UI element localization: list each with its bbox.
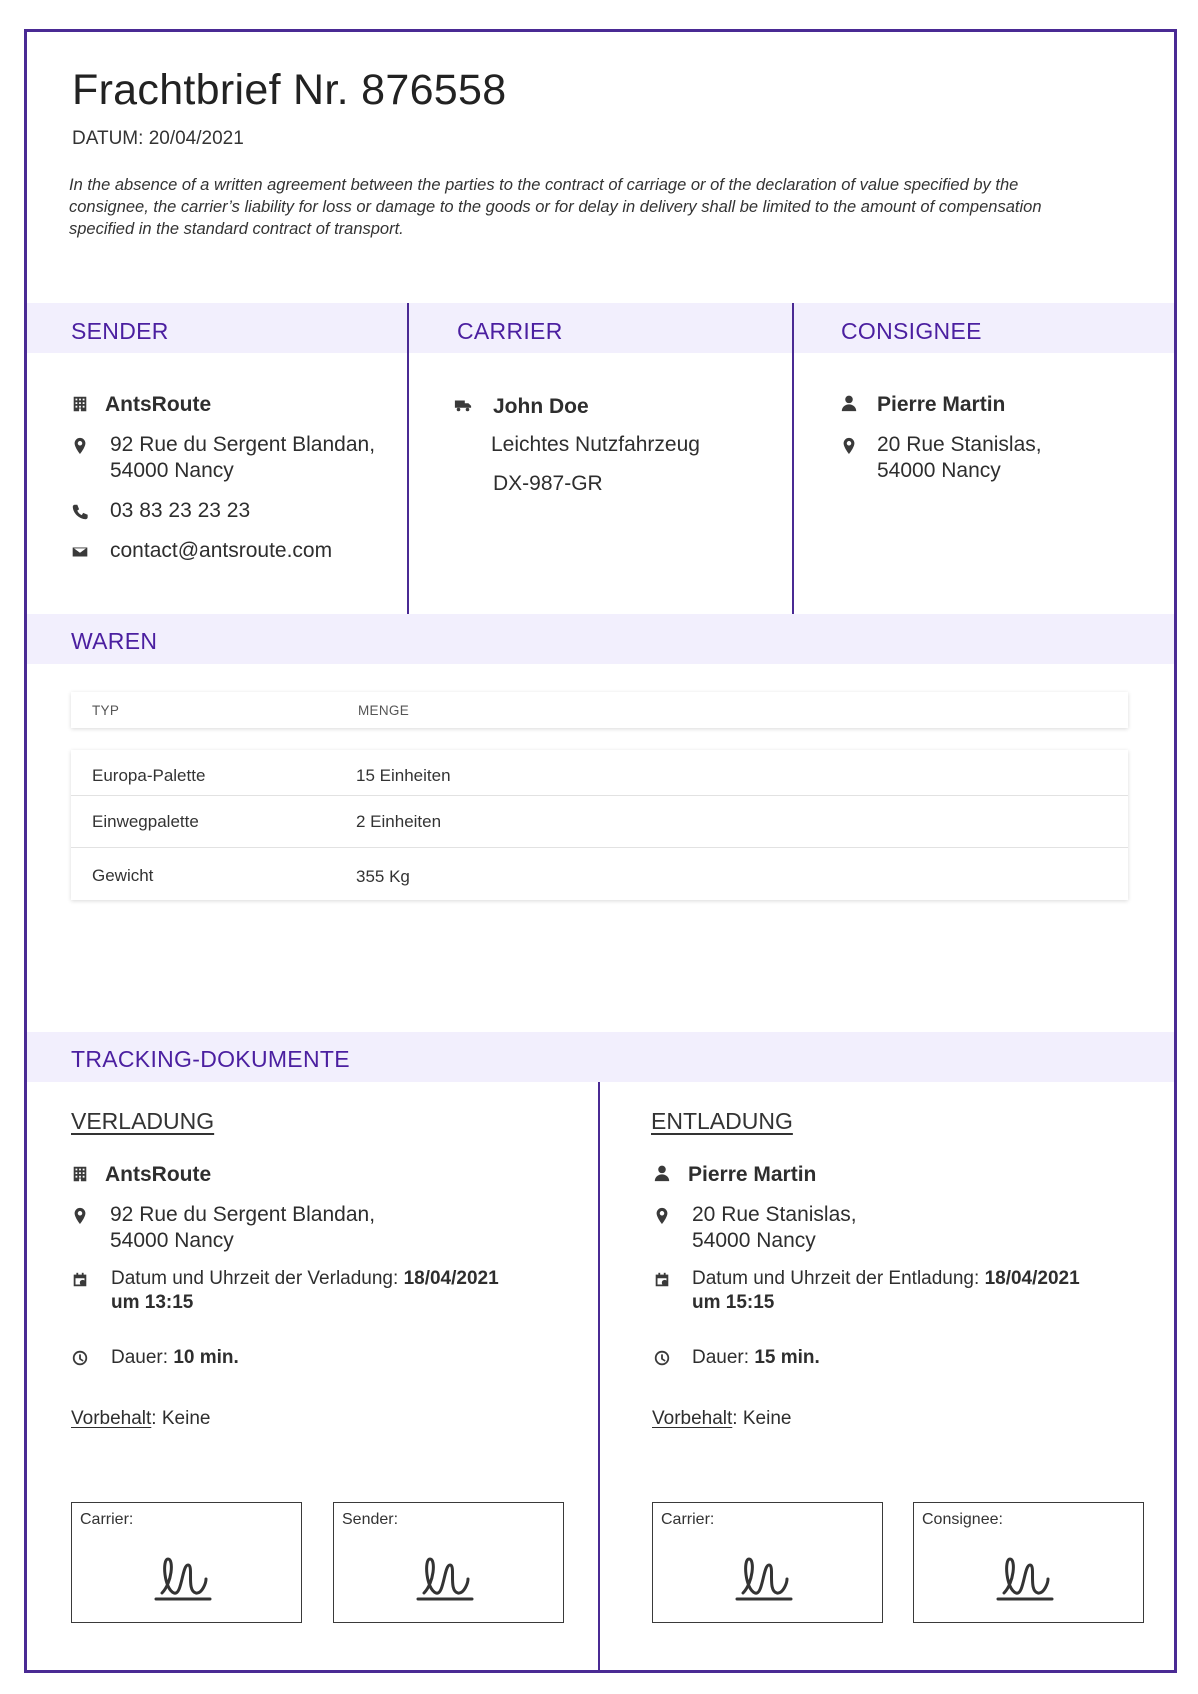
signature-icon bbox=[414, 1553, 476, 1605]
user-icon bbox=[839, 393, 859, 413]
loading-address-line1: 92 Rue du Sergent Blandan, bbox=[110, 1203, 376, 1226]
table-row bbox=[71, 796, 1128, 848]
building-icon bbox=[70, 1164, 90, 1184]
loading-reserve-label: Vorbehalt bbox=[71, 1408, 152, 1429]
cell-quantity: 2 Einheiten bbox=[356, 812, 442, 831]
clock-icon bbox=[652, 1348, 672, 1368]
map-pin-icon bbox=[70, 1206, 90, 1226]
sender-address-line2: 54000 Nancy bbox=[110, 459, 234, 482]
unloading-reserve-value: : Keine bbox=[732, 1408, 792, 1429]
goods-table bbox=[71, 750, 1128, 900]
column-header-type: TYP bbox=[92, 703, 120, 718]
column-header-quantity: MENGE bbox=[358, 703, 410, 718]
carrier-plate: DX-987-GR bbox=[493, 472, 603, 495]
signature-box-carrier[interactable] bbox=[652, 1502, 883, 1623]
unloading-reserve-label: Vorbehalt bbox=[652, 1408, 733, 1429]
loading-date: 18/04/2021 bbox=[403, 1268, 499, 1289]
unloading-duration-value: 15 min. bbox=[754, 1347, 820, 1368]
unloading-address-line1: 20 Rue Stanislas, bbox=[692, 1203, 857, 1226]
cell-quantity: 15 Einheiten bbox=[356, 766, 451, 785]
page-title: Frachtbrief Nr. 876558 bbox=[72, 66, 507, 114]
liability-disclaimer: In the absence of a written agreement between the parties to the contract of carriage or of the declaration of value specified by the consignee, the carrier’s liability for loss or damage to the goods or for delay in delivery shall be limited to the amount of compensation specified in the standard contract of transport. bbox=[69, 176, 1042, 238]
consignee-name: Pierre Martin bbox=[877, 393, 1006, 416]
signature-icon bbox=[994, 1553, 1056, 1605]
cell-type: Europa-Palette bbox=[92, 766, 206, 785]
unloading-datetime-label: Datum und Uhrzeit der Entladung: bbox=[692, 1268, 985, 1289]
loading-time: um 13:15 bbox=[111, 1292, 194, 1313]
signature-label: Carrier: bbox=[80, 1511, 134, 1528]
signature-box-carrier[interactable] bbox=[71, 1502, 302, 1623]
unloading-time: um 15:15 bbox=[692, 1292, 775, 1313]
truck-icon bbox=[453, 395, 473, 415]
loading-duration bbox=[111, 1346, 239, 1370]
signature-icon bbox=[152, 1553, 214, 1605]
phone-icon bbox=[70, 502, 90, 522]
carrier-name: John Doe bbox=[493, 395, 589, 418]
sender-phone[interactable]: 03 83 23 23 23 bbox=[110, 499, 251, 522]
unloading-address-line2: 54000 Nancy bbox=[692, 1229, 816, 1252]
signature-label: Sender: bbox=[342, 1511, 399, 1528]
consignee-address-line2: 54000 Nancy bbox=[877, 459, 1001, 482]
loading-title: VERLADUNG bbox=[71, 1108, 215, 1134]
map-pin-icon bbox=[839, 436, 859, 456]
goods-heading: WAREN bbox=[71, 628, 158, 654]
consignee-heading: CONSIGNEE bbox=[841, 318, 982, 344]
unloading-datetime bbox=[692, 1267, 1142, 1315]
carrier-heading: CARRIER bbox=[457, 318, 563, 344]
document-date: DATUM: 20/04/2021 bbox=[72, 128, 244, 149]
column-divider bbox=[598, 1082, 600, 1673]
mail-icon bbox=[70, 542, 90, 562]
loading-duration-label: Dauer: bbox=[111, 1347, 174, 1368]
column-divider bbox=[407, 303, 409, 614]
unloading-duration bbox=[692, 1346, 820, 1370]
sender-email[interactable]: contact@antsroute.com bbox=[110, 539, 333, 562]
cell-type: Einwegpalette bbox=[92, 812, 199, 831]
unloading-name: Pierre Martin bbox=[688, 1163, 817, 1186]
unloading-date: 18/04/2021 bbox=[984, 1268, 1080, 1289]
sender-address-line1: 92 Rue du Sergent Blandan, bbox=[110, 433, 376, 456]
sender-heading: SENDER bbox=[71, 318, 169, 344]
unloading-title: ENTLADUNG bbox=[651, 1108, 793, 1134]
user-icon bbox=[652, 1163, 672, 1183]
parties-header-band bbox=[27, 303, 1174, 353]
table-row bbox=[71, 750, 1128, 796]
calendar-clock-icon bbox=[70, 1270, 90, 1290]
signature-label: Consignee: bbox=[922, 1511, 1003, 1528]
cell-quantity: 355 Kg bbox=[356, 867, 410, 886]
map-pin-icon bbox=[652, 1206, 672, 1226]
signature-box-sender[interactable] bbox=[333, 1502, 564, 1623]
loading-reserve-value: : Keine bbox=[151, 1408, 211, 1429]
loading-duration-value: 10 min. bbox=[173, 1347, 239, 1368]
signature-icon bbox=[733, 1553, 795, 1605]
sender-name: AntsRoute bbox=[105, 393, 212, 416]
table-row bbox=[71, 848, 1128, 900]
carrier-vehicle: Leichtes Nutzfahrzeug bbox=[491, 433, 700, 456]
column-divider bbox=[792, 303, 794, 614]
cell-type: Gewicht bbox=[92, 866, 154, 885]
loading-datetime bbox=[111, 1267, 551, 1315]
loading-reserve bbox=[71, 1408, 210, 1430]
clock-icon bbox=[70, 1348, 90, 1368]
loading-datetime-label: Datum und Uhrzeit der Verladung: bbox=[111, 1268, 404, 1289]
loading-name: AntsRoute bbox=[105, 1163, 212, 1186]
unloading-duration-label: Dauer: bbox=[692, 1347, 755, 1368]
building-icon bbox=[70, 394, 90, 414]
consignee-address-line1: 20 Rue Stanislas, bbox=[877, 433, 1042, 456]
tracking-heading: TRACKING-DOKUMENTE bbox=[71, 1046, 350, 1072]
signature-label: Carrier: bbox=[661, 1511, 715, 1528]
signature-box-consignee[interactable] bbox=[913, 1502, 1144, 1623]
goods-header-band bbox=[27, 614, 1174, 664]
calendar-clock-icon bbox=[652, 1270, 672, 1290]
map-pin-icon bbox=[70, 436, 90, 456]
unloading-reserve bbox=[652, 1408, 791, 1430]
goods-table-header bbox=[71, 692, 1128, 728]
loading-address-line2: 54000 Nancy bbox=[110, 1229, 234, 1252]
